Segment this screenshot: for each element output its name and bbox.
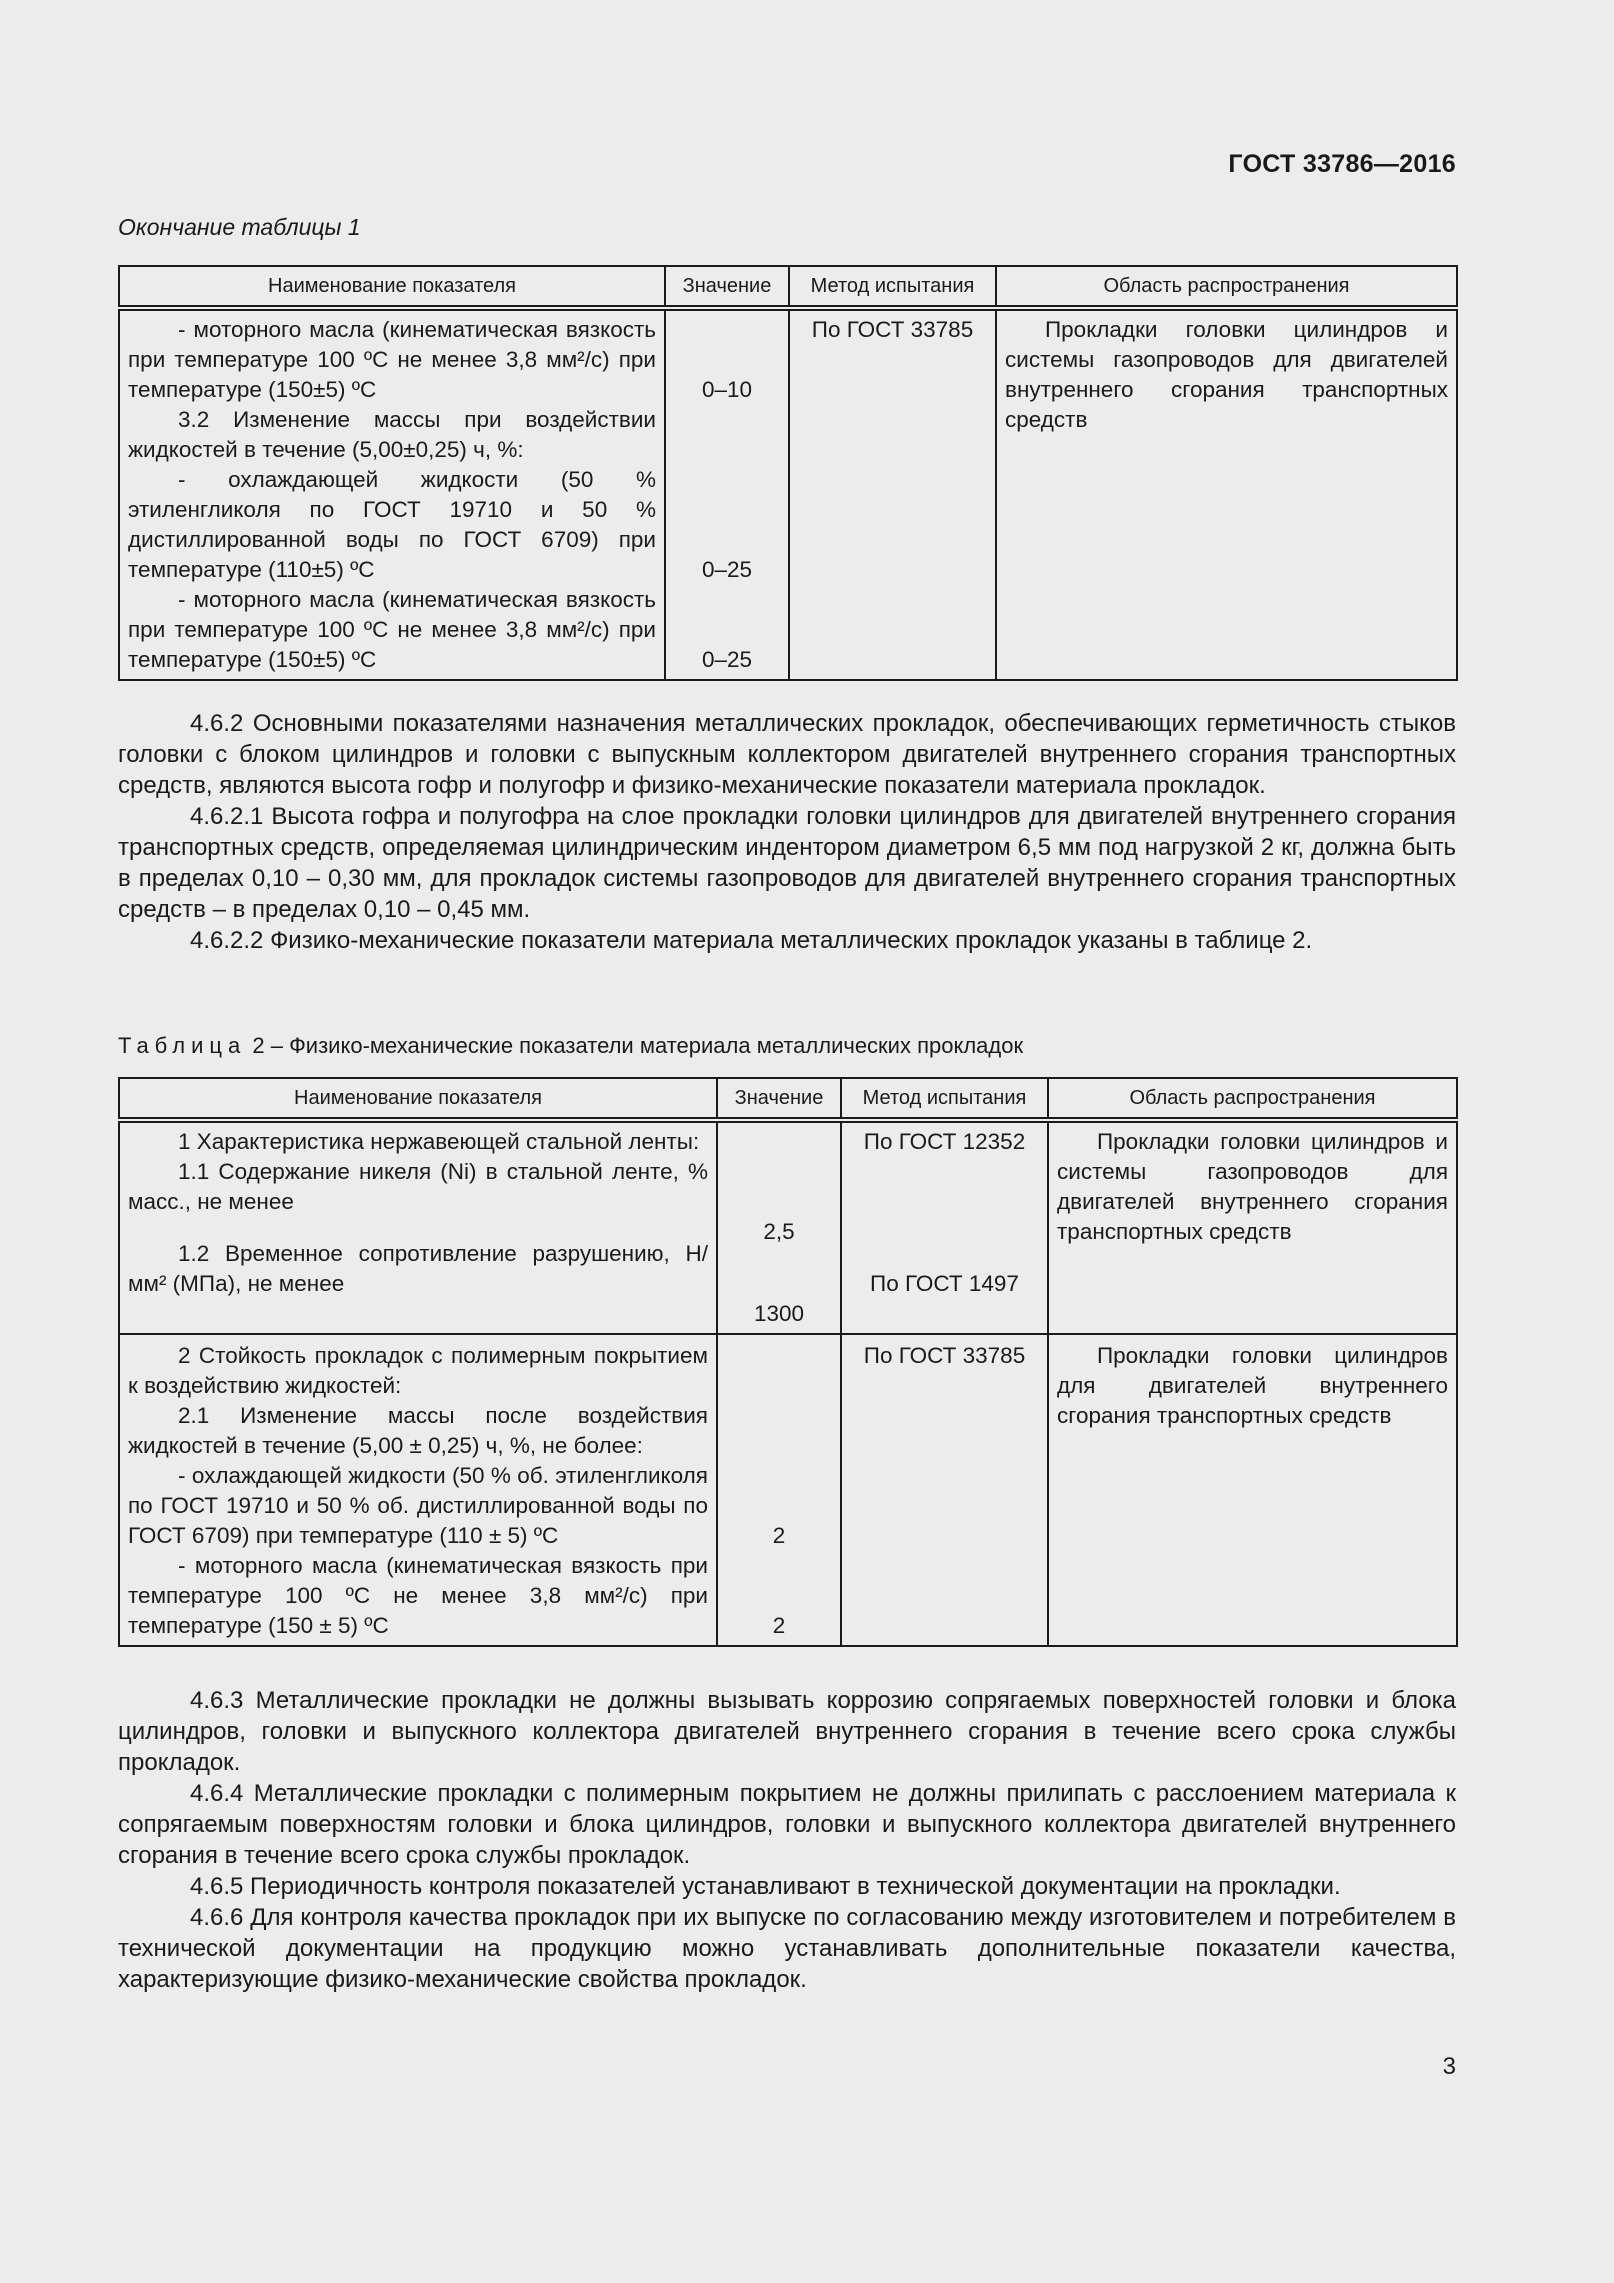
table2-row1-method1: По ГОСТ 12352	[863, 1129, 1026, 1154]
table2-col-method: Метод испытания	[841, 1078, 1048, 1120]
table2-col-name: Наименование показателя	[119, 1078, 717, 1120]
document-code-header: ГОСТ 33786—2016	[1228, 150, 1456, 178]
table2-row2-value1: 2	[772, 1523, 786, 1548]
table2-row-2	[119, 1334, 1457, 1646]
table2-row2-sub2: - моторного масла (кинематическая вязкость при температуре 100 ºС не менее 3,8 мм²/с) при температуре (150 ± 5) ºС	[128, 1553, 708, 1638]
table2-row1-value-cell	[717, 1120, 841, 1334]
table2-row2-item1: 2.1 Изменение массы после воздействия жидкостей в течение (5,00 ± 0,25) ч, %, не более:	[128, 1403, 708, 1458]
paragraphs-section-a	[118, 708, 1456, 956]
table2-row2-value-cell	[717, 1334, 841, 1646]
table2-caption-title: 2 – Физико-механические показатели материала металлических прокладок	[246, 1033, 1024, 1058]
table2-row1-method-cell	[841, 1120, 1048, 1334]
paragraph-4-6-3: 4.6.3 Металлические прокладки не должны вызывать коррозию сопрягаемых поверхностей головки и блока цилиндров, головки и выпускного коллектора двигателей внутреннего сгорания в течение всего срока службы прокладок.	[118, 1687, 1456, 1776]
table2-row-1	[119, 1120, 1457, 1334]
table2-row1-method2: По ГОСТ 1497	[870, 1271, 1019, 1296]
table1-col-method: Метод испытания	[789, 266, 996, 308]
paragraph-4-6-4: 4.6.4 Металлические прокладки с полимерным покрытием не должны прилипать с расслоением материала к сопрягаемым поверхностям головки и блока цилиндров, головки и выпускного коллектора двигателей внутреннего сгорания в течение всего срока службы прокладок.	[118, 1780, 1456, 1869]
table1-col-name: Наименование показателя	[119, 266, 665, 308]
table2-row1-value2: 1300	[753, 1301, 805, 1326]
table2-row2-sub1: - охлаждающей жидкости (50 % об. этиленгликоля по ГОСТ 19710 и 50 % об. дистиллированной воды по ГОСТ 6709) при температуре (110 ± 5) ºС	[128, 1463, 708, 1548]
table2-row2-scope: Прокладки головки цилиндров для двигателей внутреннего сгорания транспортных средств	[1057, 1343, 1448, 1428]
table1-name-line: - моторного масла (кинематическая вязкость при температуре 100 ºС не менее 3,8 мм²/с) при температуре (150±5) ºС	[128, 587, 656, 672]
table1-value: 0–10	[701, 377, 753, 402]
table2-caption	[118, 1033, 1023, 1059]
table1-scope: Прокладки головки цилиндров и системы газопроводов для двигателей внутреннего сгорания транспортных средств	[1005, 317, 1448, 432]
table2-header-row	[119, 1078, 1457, 1120]
table2-col-value: Значение	[717, 1078, 841, 1120]
table2-row1-item1: 1.1 Содержание никеля (Ni) в стальной ленте, % масс., не менее	[128, 1159, 708, 1214]
table1-value: 0–25	[701, 557, 753, 582]
table2-row2-name-cell	[119, 1334, 717, 1646]
table1-value: 0–25	[701, 647, 753, 672]
table1-row	[119, 308, 1457, 680]
paragraph-4-6-5: 4.6.5 Периодичность контроля показателей устанавливают в технической документации на прокладки.	[190, 1873, 1341, 1900]
table2-caption-label: Таблица	[118, 1033, 247, 1058]
table1-scope-cell	[996, 308, 1457, 680]
table2-row1-scope-cell	[1048, 1120, 1457, 1334]
table1-name-line: 3.2 Изменение массы при воздействии жидкостей в течение (5,00±0,25) ч, %:	[128, 407, 656, 462]
table2-row2-scope-cell	[1048, 1334, 1457, 1646]
table2-row1-value1: 2,5	[763, 1219, 795, 1244]
table2-row1-title: 1 Характеристика нержавеющей стальной ленты:	[178, 1129, 700, 1154]
paragraphs-section-b	[118, 1685, 1456, 1995]
table1-header-row	[119, 266, 1457, 308]
table1-col-scope: Область распространения	[996, 266, 1457, 308]
table2-row1-item2: 1.2 Временное сопротивление разрушению, Н/мм² (МПа), не менее	[128, 1241, 708, 1296]
table1-name-line: - моторного масла (кинематическая вязкость при температуре 100 ºС не менее 3,8 мм²/с) при температуре (150±5) ºС	[128, 317, 656, 402]
table1-name-cell	[119, 308, 665, 680]
paragraph-4-6-6: 4.6.6 Для контроля качества прокладок при их выпуске по согласованию между изготовителем и потребителем в технической документации на продукцию можно устанавливать дополнительные показатели качества, характеризующие физико-механические свойства прокладок.	[118, 1904, 1456, 1993]
table2-row2-method-cell: По ГОСТ 33785	[841, 1334, 1048, 1646]
table1-value-cell	[665, 308, 789, 680]
table2-row1-scope: Прокладки головки цилиндров и системы газопроводов для двигателей внутреннего сгорания транспортных средств	[1057, 1129, 1448, 1244]
table2-col-scope: Область распространения	[1048, 1078, 1457, 1120]
table2-row1-name-cell	[119, 1120, 717, 1334]
paragraph-4-6-2-2: 4.6.2.2 Физико-механические показатели материала металлических прокладок указаны в таблице 2.	[190, 927, 1313, 954]
table-2	[118, 1077, 1458, 1647]
table1-method-cell: По ГОСТ 33785	[789, 308, 996, 680]
page-number: 3	[1442, 2053, 1456, 2080]
table1-caption: Окончание таблицы 1	[118, 214, 361, 240]
paragraph-4-6-2-1: 4.6.2.1 Высота гофра и полугофра на слое прокладки головки цилиндров для двигателей внутреннего сгорания транспортных средств, определяемая цилиндрическим индентором диаметром 6,5 мм под нагрузкой 2 кг, должна быть в пределах 0,10 – 0,30 мм, для прокладок системы газопроводов для двигателей внутреннего сгорания транспортных средств – в пределах 0,10 – 0,45 мм.	[118, 803, 1456, 923]
table2-row2-title: 2 Стойкость прокладок с полимерным покрытием к воздействию жидкостей:	[128, 1343, 708, 1398]
table1-col-value: Значение	[665, 266, 789, 308]
table2-row2-value2: 2	[772, 1613, 786, 1638]
table1-name-line: - охлаждающей жидкости (50 % этиленгликоля по ГОСТ 19710 и 50 % дистиллированной воды по ГОСТ 6709) при температуре (110±5) ºС	[128, 467, 656, 582]
paragraph-4-6-2: 4.6.2 Основными показателями назначения металлических прокладок, обеспечивающих герметичность стыков головки с блоком цилиндров и головки с выпускным коллектором двигателей внутреннего сгорания транспортных средств, являются высота гофр и полугофр и физико-механические показатели материала прокладок.	[118, 710, 1456, 799]
table-1-end	[118, 265, 1458, 681]
